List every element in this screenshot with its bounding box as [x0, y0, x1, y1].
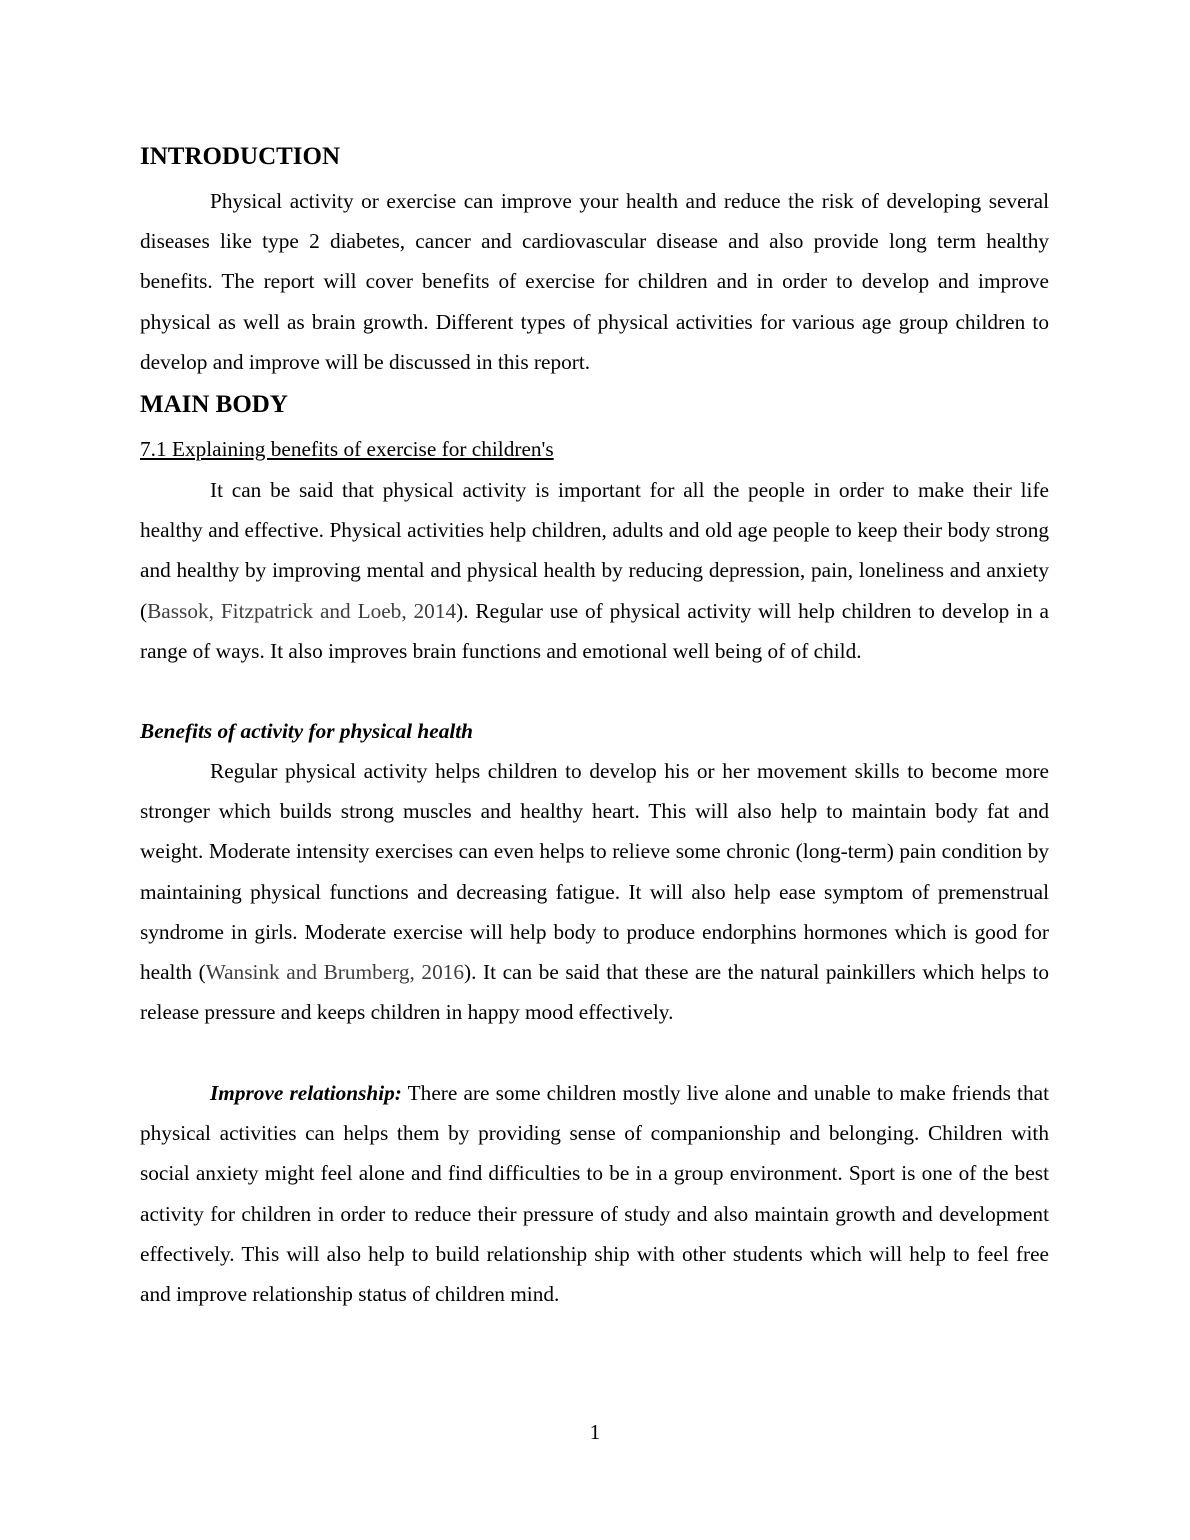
- introduction-paragraph: Physical activity or exercise can improve your health and reduce the risk of developing several diseases like type 2 diabetes, cancer and cardiovascular disease and also provide long term healthy benefits. The report will cover benefits of exercise for children and in order to develop and improve physical as well as brain growth. Different types of physical activities for various age group children to develop and improve will be discussed in this report.: [140, 189, 1049, 374]
- introduction-heading: INTRODUCTION: [140, 143, 341, 170]
- citation-wansink: Wansink and Brumberg, 2016: [205, 960, 465, 985]
- physical-health-heading: Benefits of activity for physical health: [140, 719, 474, 743]
- benefits-paragraph: [140, 470, 1049, 671]
- physical-health-paragraph: [140, 751, 1049, 1032]
- benefits-paragraph-text-end: ). Regular use of physical activity will help children to develop in a range of ways. It also improves brain functions and emotional well being of of child.: [140, 598, 1049, 663]
- main-body-heading: MAIN BODY: [140, 391, 288, 418]
- physical-health-text: Regular physical activity helps children to develop his or her movement skills to become more stronger which builds strong muscles and healthy heart. This will also help to maintain body fat and weight. Moderate intensity exercises can even helps to relieve some chronic (long-term) pain condition by maintaining physical functions and decreasing fatigue. It will also help ease symptom of premenstrual syndrome in girls. Moderate exercise will help body to produce endorphins hormones which is good for health (: [140, 759, 1049, 985]
- relationship-lead: Improve relationship:: [210, 1081, 402, 1105]
- relationship-paragraph: [140, 1073, 1049, 1314]
- benefits-paragraph-text: It can be said that physical activity is important for all the people in order to make their life healthy and effective. Physical activities help children, adults and old age people to keep their body strong and healthy by improving mental and physical health by reducing depression, pain, loneliness and anxiety (: [140, 478, 1049, 623]
- section-title: 7.1 Explaining benefits of exercise for children's: [140, 437, 554, 461]
- physical-health-text-end: ). It can be said that these are the natural painkillers which helps to release pressure and keeps children in happy mood effectively.: [140, 960, 1050, 1025]
- citation-bassok: Bassok, Fitzpatrick and Loeb, 2014: [147, 598, 457, 623]
- page-number: 1: [589, 1420, 601, 1444]
- relationship-text: There are some children mostly live alone and unable to make friends that physical activities can helps them by providing sense of companionship and belonging. Children with social anxiety might feel alone and find difficulties to be in a group environment. Sport is one of the best activity for children in order to reduce their pressure of study and also maintain growth and development effectively. This will also help to build relationship ship with other students which will help to feel free and improve relationship status of children mind.: [140, 1081, 1049, 1307]
